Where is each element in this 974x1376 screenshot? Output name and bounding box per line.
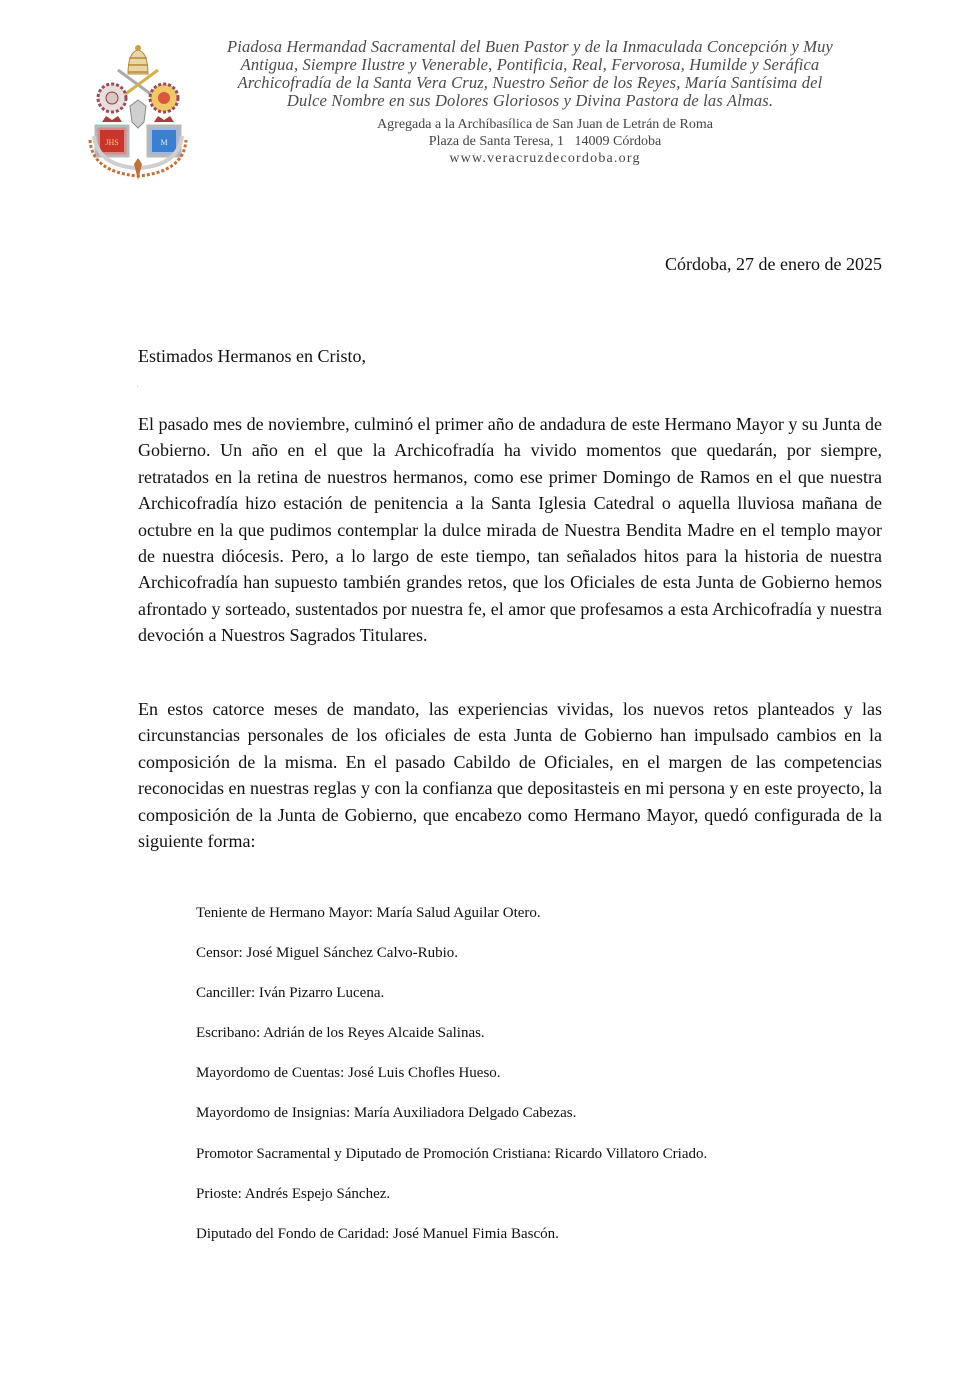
officer-item: Escribano: Adrián de los Reyes Alcaide Salinas. bbox=[196, 1025, 485, 1042]
officers-list bbox=[196, 903, 896, 1264]
letterhead-title bbox=[180, 38, 880, 110]
letter-paragraph-1: El pasado mes de noviembre, culminó el primer año de andadura de este Hermano Mayor y su Junta de Gobierno. Un año en el que la Archicofradía ha vivido momentos que quedarán, por siempre, retratados en la retina de nuestros hermanos, como ese primer Domingo de Ramos en el que nuestra Archicofradía hizo estación de penitencia a la Santa Iglesia Catedral o aquella lluviosa mañana de octubre en la que pudimos contemplar la dulce mirada de Nuestra Bendita Madre en el templo mayor de nuestra diócesis. Pero, a lo largo de este tiempo, tan señalados hitos para la historia de nuestra Archicofradía han supuesto también grandes retos, que los Oficiales de esta Junta de Gobierno hemos afrontado y sorteado, sustentados por nuestra fe, el amor que profesamos a esta Archicofradía y nuestra devoción a Nuestros Sagrados Titulares. bbox=[138, 414, 882, 646]
letterhead-address: Plaza de Santa Teresa, 1 14009 Córdoba bbox=[428, 134, 662, 149]
letter-date: Córdoba, 27 de enero de 2025 bbox=[665, 254, 882, 274]
letter-paragraph-2: En estos catorce meses de mandato, las experiencias vividas, los nuevos retos planteados y las circunstancias personales de los oficiales de esta Junta de Gobierno han impulsado cambios en la composición de la misma. En el pasado Cabildo de Oficiales, en el margen de las competencias reconocidas en nuestras reglas y con la confianza que depositasteis en mi persona y en este proyecto, la composición de la Junta de Gobierno, que encabezo como Hermano Mayor, quedó configurada de la siguiente forma: bbox=[138, 699, 882, 852]
coat-of-arms-icon bbox=[84, 40, 192, 185]
officer-item: Teniente de Hermano Mayor: María Salud Aguilar Otero. bbox=[196, 905, 541, 921]
officer-item: Censor: José Miguel Sánchez Calvo-Rubio. bbox=[196, 945, 459, 962]
letterhead-title-line: Dulce Nombre en sus Dolores Gloriosos y Divina Pastora de las Almas. bbox=[286, 91, 774, 110]
officer-item: Canciller: Iván Pizarro Lucena. bbox=[196, 985, 385, 1002]
letterhead-title-line: Piadosa Hermandad Sacramental del Buen Pastor y de la Inmaculada Concepción y Muy bbox=[226, 37, 834, 56]
letterhead-website[interactable]: www.veracruzdecordoba.org bbox=[449, 151, 641, 166]
officer-item: Mayordomo de Insignias: María Auxiliadora Delgado Cabezas. bbox=[196, 1105, 577, 1122]
svg-text:JHS: JHS bbox=[105, 138, 119, 147]
stray-mark bbox=[137, 386, 138, 387]
officer-item: Promotor Sacramental y Diputado de Promoción Cristiana: Ricardo Villatoro Criado. bbox=[196, 1145, 708, 1162]
letterhead-contact bbox=[300, 116, 790, 167]
letter-salutation: Estimados Hermanos en Cristo, bbox=[138, 346, 366, 366]
officer-item: Diputado del Fondo de Caridad: José Manuel Fimia Bascón. bbox=[196, 1225, 559, 1242]
letterhead-title-line: Archicofradía de la Santa Vera Cruz, Nuestro Señor de los Reyes, María Santísima del bbox=[237, 73, 823, 92]
letterhead-affiliation: Agregada a la Archíbasílica de San Juan de Letrán de Roma bbox=[377, 117, 713, 132]
letterhead-title-line: Antigua, Siempre Ilustre y Venerable, Pontificia, Real, Fervorosa, Humilde y Seráfica bbox=[240, 55, 820, 74]
svg-text:M: M bbox=[160, 138, 168, 147]
officer-item: Mayordomo de Cuentas: José Luis Chofles Hueso. bbox=[196, 1065, 501, 1082]
officer-item: Prioste: Andrés Espejo Sánchez. bbox=[196, 1185, 391, 1202]
